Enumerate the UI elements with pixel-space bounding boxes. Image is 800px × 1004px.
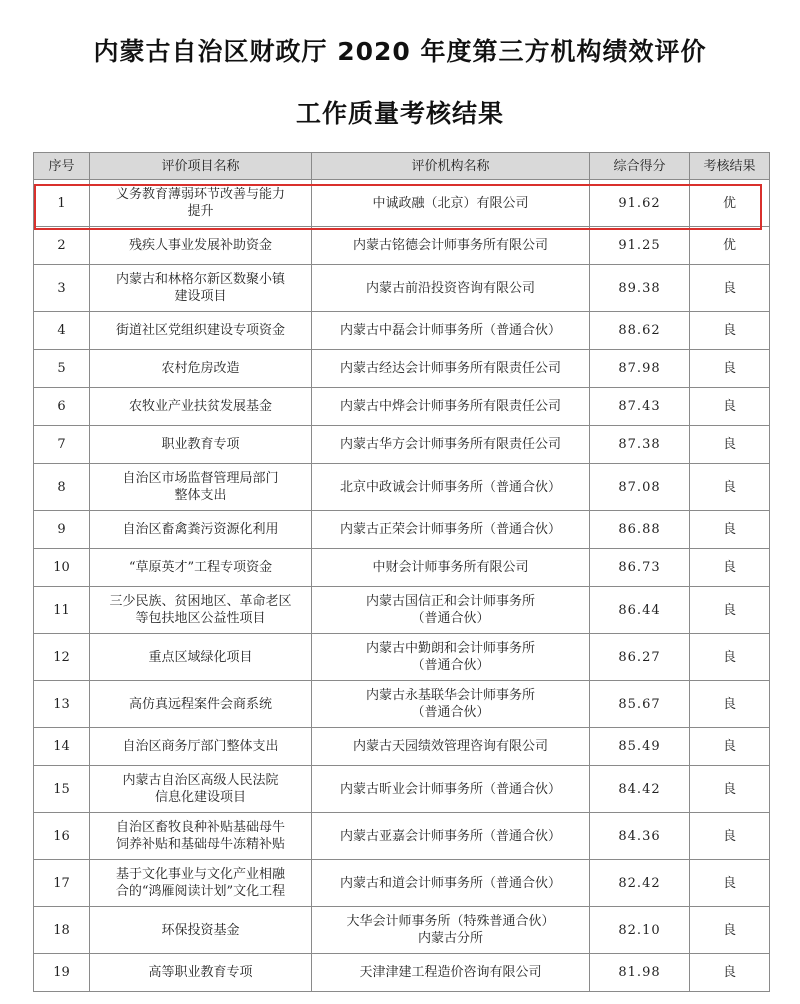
cell-serial-no: 12 <box>34 634 90 681</box>
cell-serial-no: 7 <box>34 426 90 464</box>
cell-result: 良 <box>690 265 770 312</box>
cell-serial-no: 1 <box>34 180 90 227</box>
cell-org-name: 内蒙古永基联华会计师事务所 （普通合伙） <box>312 681 590 728</box>
cell-serial-no: 18 <box>34 907 90 954</box>
cell-org-name: 内蒙古天园绩效管理咨询有限公司 <box>312 728 590 766</box>
cell-score: 85.67 <box>590 681 690 728</box>
cell-result: 良 <box>690 312 770 350</box>
cell-serial-no: 2 <box>34 227 90 265</box>
cell-project-name: 农牧业产业扶贫发展基金 <box>90 388 312 426</box>
cell-project-name: 重点区域绿化项目 <box>90 634 312 681</box>
cell-org-name: 内蒙古华方会计师事务所有限责任公司 <box>312 426 590 464</box>
cell-result: 良 <box>690 954 770 992</box>
cell-project-name: 内蒙古自治区高级人民法院 信息化建设项目 <box>90 766 312 813</box>
table-row <box>34 587 770 634</box>
cell-score: 84.36 <box>590 813 690 860</box>
header-result: 考核结果 <box>690 153 770 180</box>
table-row <box>34 180 770 227</box>
cell-project-name: 残疾人事业发展补助资金 <box>90 227 312 265</box>
table-row <box>34 388 770 426</box>
cell-project-name: 自治区畜禽粪污资源化利用 <box>90 511 312 549</box>
cell-result: 良 <box>690 813 770 860</box>
cell-result: 良 <box>690 426 770 464</box>
cell-result: 良 <box>690 350 770 388</box>
cell-score: 87.98 <box>590 350 690 388</box>
cell-score: 84.42 <box>590 766 690 813</box>
cell-project-name: 农村危房改造 <box>90 350 312 388</box>
cell-org-name: 内蒙古正荣会计师事务所（普通合伙） <box>312 511 590 549</box>
cell-result: 优 <box>690 227 770 265</box>
cell-result: 优 <box>690 180 770 227</box>
cell-score: 86.73 <box>590 549 690 587</box>
cell-score: 85.49 <box>590 728 690 766</box>
cell-org-name: 内蒙古和道会计师事务所（普通合伙） <box>312 860 590 907</box>
cell-org-name: 内蒙古中勤朗和会计师事务所 （普通合伙） <box>312 634 590 681</box>
cell-result: 良 <box>690 388 770 426</box>
cell-serial-no: 19 <box>34 954 90 992</box>
table-row <box>34 350 770 388</box>
cell-score: 82.42 <box>590 860 690 907</box>
cell-serial-no: 15 <box>34 766 90 813</box>
cell-serial-no: 3 <box>34 265 90 312</box>
cell-org-name: 内蒙古前沿投资咨询有限公司 <box>312 265 590 312</box>
cell-result: 良 <box>690 464 770 511</box>
cell-score: 86.88 <box>590 511 690 549</box>
cell-serial-no: 10 <box>34 549 90 587</box>
table-row <box>34 227 770 265</box>
cell-project-name: 自治区市场监督管理局部门 整体支出 <box>90 464 312 511</box>
cell-result: 良 <box>690 634 770 681</box>
cell-serial-no: 17 <box>34 860 90 907</box>
table-header-row <box>34 153 770 180</box>
cell-org-name: 内蒙古经达会计师事务所有限责任公司 <box>312 350 590 388</box>
table-row <box>34 954 770 992</box>
table-row <box>34 681 770 728</box>
cell-result: 良 <box>690 511 770 549</box>
cell-org-name: 中诚政融（北京）有限公司 <box>312 180 590 227</box>
table-row <box>34 860 770 907</box>
cell-result: 良 <box>690 587 770 634</box>
table-row <box>34 728 770 766</box>
table-row <box>34 312 770 350</box>
cell-org-name: 内蒙古铭德会计师事务所有限公司 <box>312 227 590 265</box>
table-row <box>34 511 770 549</box>
cell-result: 良 <box>690 549 770 587</box>
cell-project-name: 自治区畜牧良种补贴基础母牛 饲养补贴和基础母牛冻精补贴 <box>90 813 312 860</box>
cell-project-name: 基于文化事业与文化产业相融 合的“鸿雁阅读计划”文化工程 <box>90 860 312 907</box>
cell-score: 82.10 <box>590 907 690 954</box>
cell-org-name: 北京中政诚会计师事务所（普通合伙） <box>312 464 590 511</box>
cell-score: 91.62 <box>590 180 690 227</box>
document-title-line-1: 内蒙古自治区财政厅 2020 年度第三方机构绩效评价 <box>93 37 707 66</box>
cell-serial-no: 16 <box>34 813 90 860</box>
cell-org-name: 内蒙古亚嘉会计师事务所（普通合伙） <box>312 813 590 860</box>
cell-result: 良 <box>690 728 770 766</box>
table-row <box>34 265 770 312</box>
table-row <box>34 426 770 464</box>
cell-serial-no: 11 <box>34 587 90 634</box>
cell-result: 良 <box>690 766 770 813</box>
cell-serial-no: 9 <box>34 511 90 549</box>
cell-project-name: 高等职业教育专项 <box>90 954 312 992</box>
cell-project-name: 环保投资基金 <box>90 907 312 954</box>
cell-org-name: 大华会计师事务所（特殊普通合伙） 内蒙古分所 <box>312 907 590 954</box>
cell-score: 87.08 <box>590 464 690 511</box>
table-row <box>34 464 770 511</box>
cell-serial-no: 6 <box>34 388 90 426</box>
cell-serial-no: 13 <box>34 681 90 728</box>
cell-serial-no: 14 <box>34 728 90 766</box>
header-project-name: 评价项目名称 <box>90 153 312 180</box>
cell-score: 87.43 <box>590 388 690 426</box>
cell-score: 86.27 <box>590 634 690 681</box>
cell-serial-no: 8 <box>34 464 90 511</box>
cell-org-name: 内蒙古中磊会计师事务所（普通合伙） <box>312 312 590 350</box>
cell-project-name: 自治区商务厅部门整体支出 <box>90 728 312 766</box>
cell-project-name: 职业教育专项 <box>90 426 312 464</box>
cell-score: 91.25 <box>590 227 690 265</box>
cell-org-name: 内蒙古国信正和会计师事务所 （普通合伙） <box>312 587 590 634</box>
table-row <box>34 634 770 681</box>
header-score: 综合得分 <box>590 153 690 180</box>
cell-serial-no: 4 <box>34 312 90 350</box>
table-row <box>34 766 770 813</box>
document-title-line-2: 工作质量考核结果 <box>295 99 504 128</box>
cell-org-name: 内蒙古中烨会计师事务所有限责任公司 <box>312 388 590 426</box>
cell-project-name: 义务教育薄弱环节改善与能力 提升 <box>90 180 312 227</box>
header-serial-no: 序号 <box>34 153 90 180</box>
cell-score: 88.62 <box>590 312 690 350</box>
cell-serial-no: 5 <box>34 350 90 388</box>
cell-result: 良 <box>690 907 770 954</box>
table-row <box>34 549 770 587</box>
cell-score: 89.38 <box>590 265 690 312</box>
cell-project-name: “草原英才”工程专项资金 <box>90 549 312 587</box>
cell-org-name: 内蒙古昕业会计师事务所（普通合伙） <box>312 766 590 813</box>
cell-project-name: 街道社区党组织建设专项资金 <box>90 312 312 350</box>
cell-org-name: 天津津建工程造价咨询有限公司 <box>312 954 590 992</box>
cell-result: 良 <box>690 681 770 728</box>
cell-result: 良 <box>690 860 770 907</box>
cell-project-name: 三少民族、贫困地区、革命老区 等包扶地区公益性项目 <box>90 587 312 634</box>
table-row <box>34 813 770 860</box>
cell-score: 86.44 <box>590 587 690 634</box>
results-table <box>33 152 770 992</box>
cell-project-name: 高仿真远程案件会商系统 <box>90 681 312 728</box>
cell-score: 81.98 <box>590 954 690 992</box>
cell-org-name: 中财会计师事务所有限公司 <box>312 549 590 587</box>
table-row <box>34 907 770 954</box>
cell-score: 87.38 <box>590 426 690 464</box>
header-org-name: 评价机构名称 <box>312 153 590 180</box>
cell-project-name: 内蒙古和林格尔新区数聚小镇 建设项目 <box>90 265 312 312</box>
